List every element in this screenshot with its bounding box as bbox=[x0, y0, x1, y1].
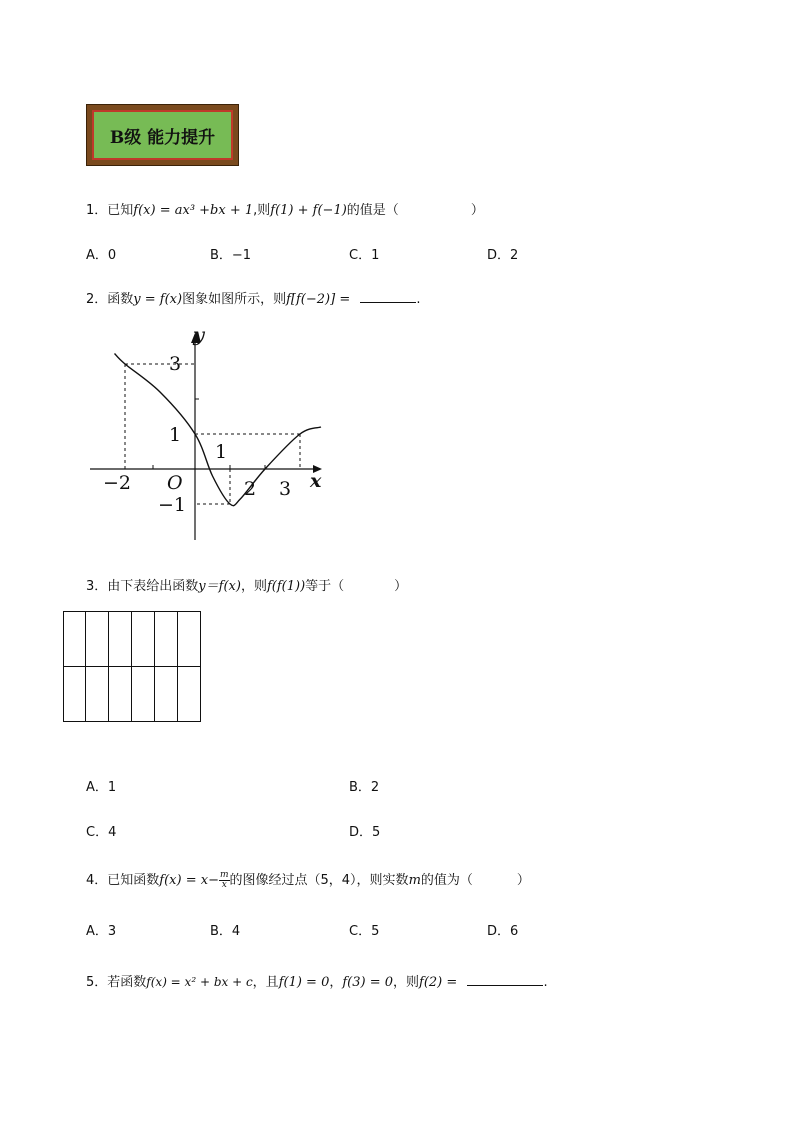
fraction bbox=[219, 871, 230, 890]
section-badge bbox=[86, 104, 239, 166]
option-a[interactable]: A．1 bbox=[86, 780, 117, 795]
question-text: . bbox=[543, 975, 548, 990]
option-b[interactable]: B．−1 bbox=[210, 248, 252, 263]
table-cell bbox=[64, 667, 86, 722]
option-b[interactable]: B．4 bbox=[210, 924, 241, 939]
table-cell bbox=[155, 612, 178, 667]
formula: f(x) = x− bbox=[159, 873, 219, 888]
question-5 bbox=[86, 971, 548, 990]
x-tick-label: 2 bbox=[244, 478, 257, 500]
table-cell bbox=[109, 667, 132, 722]
table-cell bbox=[86, 612, 109, 667]
option-c[interactable]: C．1 bbox=[349, 248, 380, 263]
formula: y = f(x) bbox=[133, 292, 183, 307]
question-text: 函数 bbox=[107, 292, 134, 307]
option-a[interactable]: A．3 bbox=[86, 924, 117, 939]
table-cell bbox=[132, 667, 155, 722]
formula: f(x) = ax³ +bx + 1 bbox=[133, 203, 254, 218]
value-table bbox=[63, 611, 201, 722]
formula: f[f(−2)] = bbox=[286, 292, 351, 307]
question-text: ，则 bbox=[240, 579, 267, 594]
origin-label: O bbox=[167, 472, 183, 494]
question-text: ） bbox=[394, 579, 408, 594]
question-number: 2． bbox=[86, 292, 108, 307]
question-number: 5． bbox=[86, 975, 108, 990]
question-text: 由下表给出函数 bbox=[107, 579, 199, 594]
question-text: 的值是（ bbox=[346, 203, 399, 218]
option-d[interactable]: D．5 bbox=[349, 825, 381, 840]
y-tick-label: 3 bbox=[169, 353, 182, 375]
answer-blank[interactable] bbox=[467, 972, 543, 986]
table-row bbox=[64, 612, 201, 667]
question-text: ，则 bbox=[393, 975, 420, 990]
question-text: 已知 bbox=[107, 203, 134, 218]
question-1 bbox=[86, 199, 484, 218]
x-axis-label: x bbox=[310, 470, 322, 492]
option-b[interactable]: B．2 bbox=[349, 780, 380, 795]
formula: f(x) = x² + bx + c bbox=[146, 975, 253, 989]
answer-blank[interactable] bbox=[360, 289, 416, 303]
table-cell bbox=[178, 667, 201, 722]
formula: m bbox=[408, 873, 421, 888]
option-c[interactable]: C．5 bbox=[349, 924, 380, 939]
question-number: 3． bbox=[86, 579, 108, 594]
question-3 bbox=[86, 575, 407, 594]
table-cell bbox=[64, 612, 86, 667]
option-c[interactable]: C．4 bbox=[86, 825, 117, 840]
question-text: ， bbox=[329, 975, 343, 990]
x-tick-label: 1 bbox=[215, 441, 228, 463]
question-text: . bbox=[416, 292, 421, 307]
option-d[interactable]: D．2 bbox=[487, 248, 519, 263]
question-text: 等于（ bbox=[305, 579, 345, 594]
table-cell bbox=[86, 667, 109, 722]
formula: f(1) + f(−1) bbox=[270, 203, 347, 218]
question-4 bbox=[86, 869, 530, 890]
function-graph bbox=[85, 325, 330, 545]
question-number: 1． bbox=[86, 203, 108, 218]
formula: f(1) = 0 bbox=[278, 975, 330, 990]
y-axis-label: y bbox=[193, 325, 205, 346]
question-text: 图象如图所示，则 bbox=[182, 292, 287, 307]
formula: f(3) = 0 bbox=[342, 975, 394, 990]
table-cell bbox=[132, 612, 155, 667]
y-tick-label: −1 bbox=[158, 494, 187, 516]
formula: f(2) = bbox=[419, 975, 458, 990]
section-badge-label: B级 能力提升 bbox=[92, 110, 233, 160]
option-d[interactable]: D．6 bbox=[487, 924, 519, 939]
x-tick-label: −2 bbox=[103, 472, 132, 494]
formula: f(f(1)) bbox=[266, 579, 306, 594]
table-cell bbox=[155, 667, 178, 722]
question-text: ,则 bbox=[253, 203, 271, 218]
question-text: ） bbox=[470, 203, 484, 218]
question-text: 若函数 bbox=[107, 975, 147, 990]
table-row bbox=[64, 667, 201, 722]
y-tick-label: 1 bbox=[169, 424, 182, 446]
formula: y＝f(x) bbox=[198, 579, 241, 594]
question-number: 4． bbox=[86, 873, 108, 888]
option-a[interactable]: A．0 bbox=[86, 248, 117, 263]
x-tick-label: 3 bbox=[279, 478, 292, 500]
question-text: ） bbox=[516, 873, 530, 888]
question-text: ，且 bbox=[252, 975, 279, 990]
question-text: 的图像经过点（5，4），则实数 bbox=[229, 873, 409, 888]
table-cell bbox=[178, 612, 201, 667]
table-cell bbox=[109, 612, 132, 667]
question-text: 的值为（ bbox=[420, 873, 473, 888]
question-2 bbox=[86, 288, 421, 307]
fraction-denominator: x bbox=[221, 880, 227, 890]
question-text: 已知函数 bbox=[107, 873, 160, 888]
fraction-numerator: m bbox=[219, 870, 229, 880]
